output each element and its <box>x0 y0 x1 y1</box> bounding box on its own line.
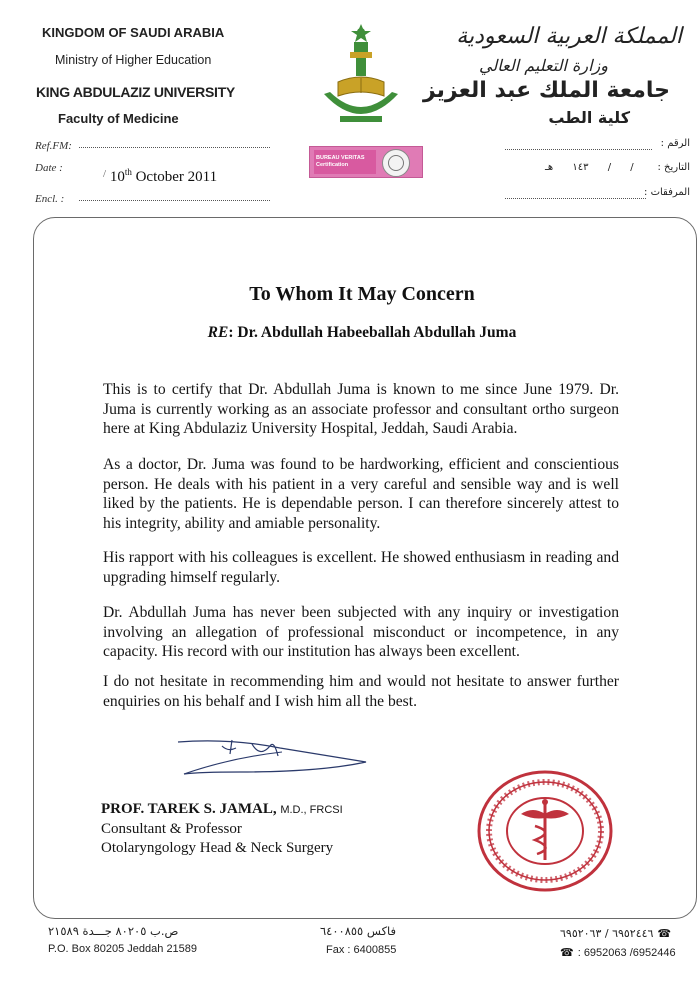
date-value-ar: / / ١٤٣ هـ <box>545 162 634 173</box>
encl-label: Encl. : <box>35 193 65 205</box>
ref-field <box>35 136 270 152</box>
signatory-title: Consultant & Professor <box>101 821 242 837</box>
paragraph-1: This is to certify that Dr. Abdullah Juma is known to me since June 1979. Dr. Juma is currently working as an associate professor and consultant ortho surgeon here at King Abdulaziz University Hospital, Jeddah, Saudi Arabia. <box>103 381 619 438</box>
paragraph-3: His rapport with his colleagues is excellent. He showed enthusiasm in reading and upgrading himself regularly. <box>103 549 619 586</box>
department-stamp-icon <box>475 768 615 894</box>
date-value: / 10th October 2011 <box>103 167 218 185</box>
encl-field <box>35 189 270 205</box>
footer-fax-ar: فاكس ٦٤٠٠٨٥٥ <box>320 924 397 938</box>
certification-badge-text: BUREAU VERITAS Certification <box>316 155 365 168</box>
footer-po-en: P.O. Box 80205 Jeddah 21589 <box>48 943 198 955</box>
letter-subject <box>0 324 700 342</box>
university-seal-icon <box>318 22 404 127</box>
handwritten-signature <box>170 732 380 782</box>
header-university-en: KING ABDULAZIZ UNIVERSITY <box>36 84 235 100</box>
header-faculty-ar: كلية الطب <box>548 108 630 127</box>
encl-label-ar: المرفقات : <box>644 187 690 198</box>
header-country-ar: المملكة العربية السعودية <box>456 24 682 49</box>
footer-tel-ar: ٦٩٥٢٤٤٦ / ٦٩٥٢٠٦٣ ☎ <box>560 927 672 940</box>
date-field <box>35 162 230 190</box>
header-ministry-ar: وزارة التعليم العالي <box>479 56 608 75</box>
letter-title: To Whom It May Concern <box>249 283 475 305</box>
ref-field-ar <box>505 138 690 154</box>
header-ministry-en: Ministry of Higher Education <box>55 53 212 67</box>
paragraph-5: I do not hesitate in recommending him and would not hesitate to answer further enquiries on his behalf and I wish him all the best. <box>103 673 619 710</box>
certification-badge <box>309 146 423 178</box>
ref-dots <box>79 147 270 148</box>
phone-icon-en: ☎ <box>560 946 574 959</box>
phone-icon: ☎ <box>657 927 672 940</box>
footer-tel-en: ☎ : 6952063 /6952446 <box>560 946 676 959</box>
subject-text: : Dr. Abdullah Habeeballah Abdullah Juma <box>228 324 517 341</box>
paragraph-2: As a doctor, Dr. Juma was found to be hardworking, efficient and conscientious person. He deals with his patient in a very careful and sensible way and is well liked by the patients. He is dependable person. I can therefore sincerely attest to his integrity, ability and amiable personality. <box>103 456 619 532</box>
ref-label: Ref.FM: <box>35 140 72 152</box>
encl-field-ar <box>505 187 690 203</box>
footer-po-ar: ص.ب ٨٠٢٠٥ جـــدة ٢١٥٨٩ <box>48 924 179 938</box>
date-label-ar: التاريخ : <box>657 162 690 173</box>
footer-fax-en: Fax : 6400855 <box>326 944 397 956</box>
date-label: Date : <box>35 162 63 174</box>
subject-re-label: RE <box>207 324 229 341</box>
encl-dots <box>79 200 270 201</box>
ref-label-ar: الرقم : <box>660 138 690 149</box>
signatory-name: PROF. TAREK S. JAMAL, M.D., FRCSI <box>101 801 343 817</box>
signatory-department: Otolaryngology Head & Neck Surgery <box>101 840 334 856</box>
date-field-ar <box>505 162 690 178</box>
header-faculty-en: Faculty of Medicine <box>58 111 179 126</box>
header-university-ar: جامعة الملك عبد العزيز <box>422 78 670 103</box>
bureau-veritas-logo-icon <box>382 149 410 177</box>
paragraph-4: Dr. Abdullah Juma has never been subjected with any inquiry or investigation involving an allegation of professional misconduct or incompetence, in any capacity. His record with our institution has always been excellent. <box>103 604 619 661</box>
header-country-en: KINGDOM OF SAUDI ARABIA <box>42 25 225 40</box>
